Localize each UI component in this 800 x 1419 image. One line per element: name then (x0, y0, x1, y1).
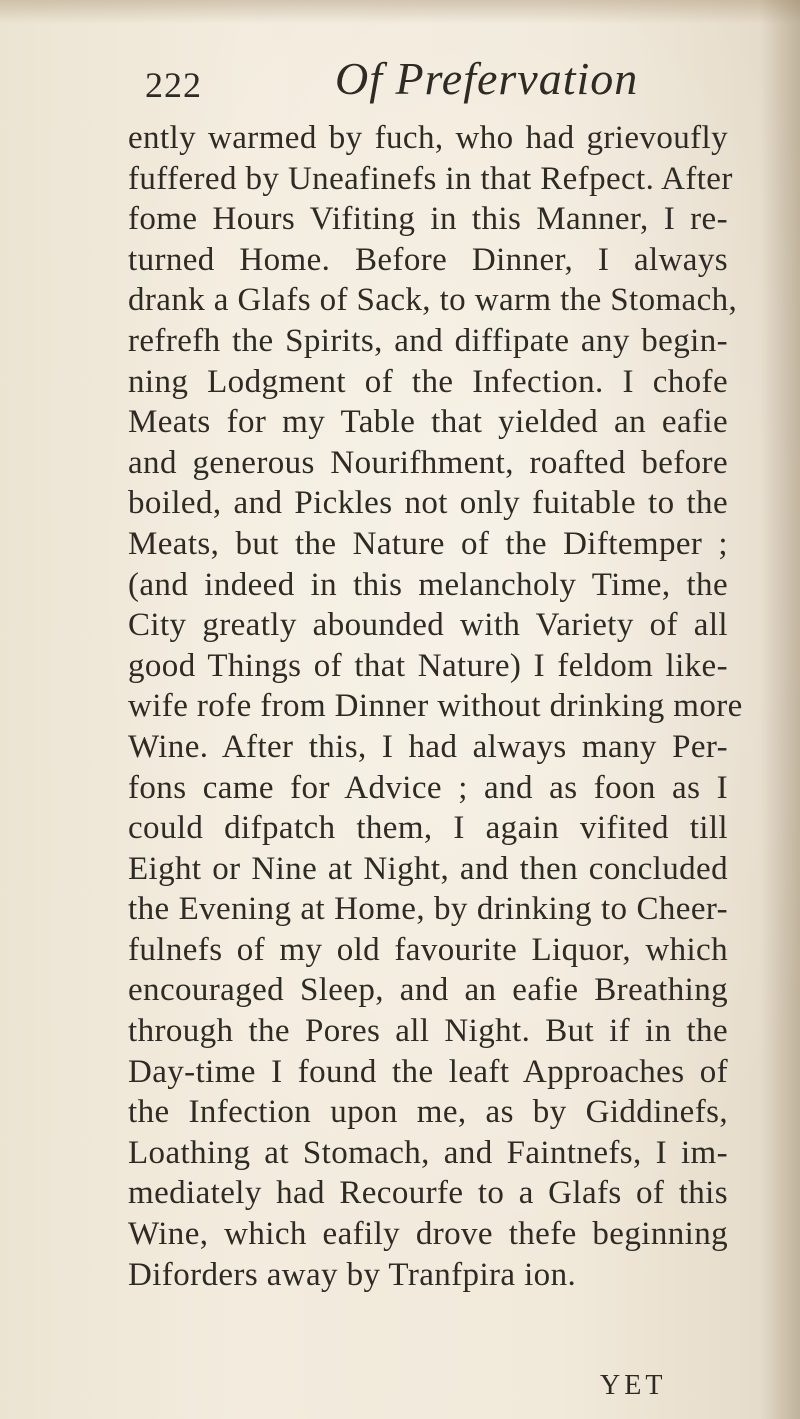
text-line: City greatly abounded with Variety of all (128, 607, 728, 644)
text-line: Loathing at Stomach, and Faintnefs, I im- (128, 1134, 728, 1171)
page-edge-shadow (760, 0, 800, 1419)
text-line: the Infection upon me, as by Giddinefs, (128, 1094, 728, 1131)
text-line: fome Hours Vifiting in this Manner, I re- (128, 201, 728, 238)
text-line: mediately had Recourfe to a Glafs of this (128, 1175, 728, 1212)
text-line: Wine. After this, I had always many Per- (128, 728, 728, 765)
text-line: and generous Nourifhment, roafted before (128, 444, 728, 481)
text-line: drank a Glafs of Sack, to warm the Stomach, (128, 282, 738, 319)
text-line: Meats for my Table that yielded an eafie (128, 404, 728, 441)
catchword: YET (600, 1370, 667, 1401)
running-head: Of Prefervation (335, 53, 639, 104)
text-line: Eight or Nine at Night, and then concluded (128, 850, 728, 887)
text-line: through the Pores all Night. But if in the (128, 1013, 728, 1050)
text-line: wife rofe from Dinner without drinking more (128, 688, 743, 725)
text-line: refrefh the Spirits, and diffipate any begin- (128, 322, 728, 359)
text-line: Meats, but the Nature of the Diftemper ; (128, 525, 728, 562)
text-line: ning Lodgment of the Infection. I chofe (128, 363, 728, 400)
text-line: turned Home. Before Dinner, I always (128, 241, 728, 278)
text-line: the Evening at Home, by drinking to Cheer- (128, 891, 728, 928)
text-line: fuffered by Uneafinefs in that Refpect. After (128, 160, 733, 197)
page-top-shadow (0, 0, 800, 24)
text-line: ently warmed by fuch, who had grievoufly (128, 120, 728, 156)
text-line: fons came for Advice ; and as foon as I (128, 769, 728, 806)
text-line: encouraged Sleep, and an eafie Breathing (128, 972, 728, 1009)
text-line: (and indeed in this melancholy Time, the (128, 566, 728, 603)
text-line: Diforders away by Tranfpira ion. (128, 1256, 577, 1293)
text-line: good Things of that Nature) I feldom like- (128, 647, 728, 684)
text-line: could difpatch them, I again vifited till (128, 810, 728, 847)
text-line: boiled, and Pickles not only fuitable to the (128, 485, 728, 522)
page-header (145, 52, 705, 112)
text-line: Wine, which eafily drove thefe beginning (128, 1216, 728, 1253)
text-line: Day-time I found the leaft Approaches of (128, 1053, 728, 1090)
body-text (128, 118, 743, 1295)
page-number: 222 (145, 65, 202, 105)
text-line: fulnefs of my old favourite Liquor, which (128, 931, 728, 968)
